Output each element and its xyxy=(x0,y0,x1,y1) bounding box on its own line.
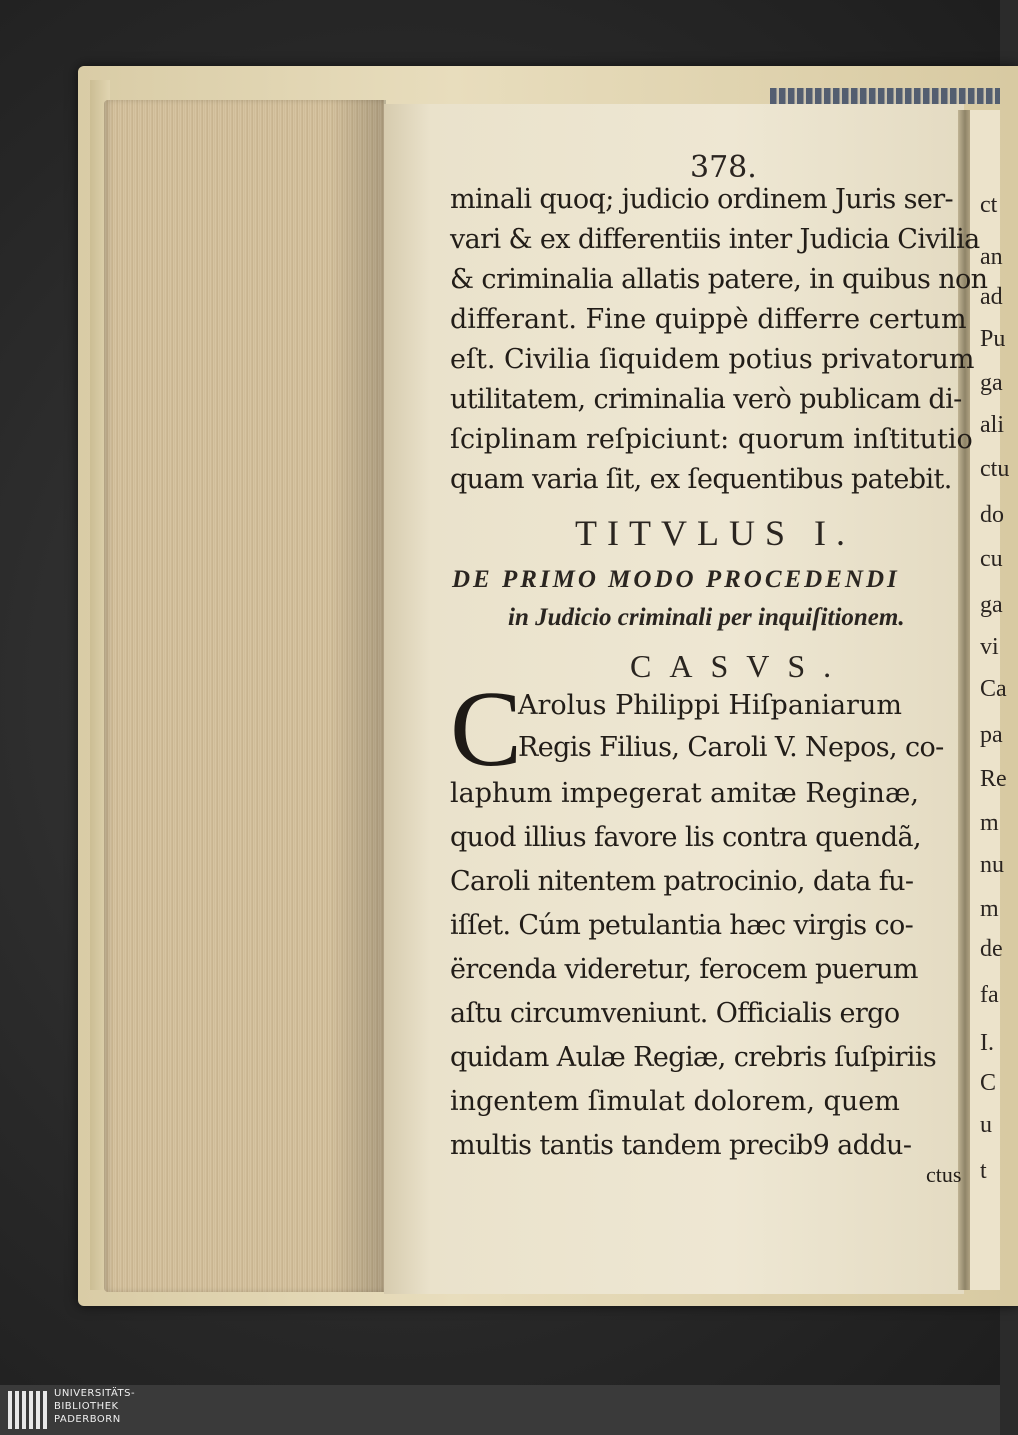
facing-page-fragment: an xyxy=(980,244,1003,270)
casus-label: CASVS. xyxy=(630,648,850,684)
facing-page-fragment: m xyxy=(980,810,999,836)
facing-page-fragment: ga xyxy=(980,592,1003,618)
text-line: Arolus Philippi Hiſpaniarum xyxy=(518,690,902,721)
text-line: multis tantis tandem precib9 addu- xyxy=(450,1130,912,1161)
text-line: iſſet. Cúm petulantia hæc virgis co- xyxy=(450,910,914,941)
library-logo-icon xyxy=(8,1391,48,1429)
facing-page-fragment: pa xyxy=(980,722,1003,748)
text-line: utilitatem, criminalia verò publicam di- xyxy=(450,384,962,415)
facing-page-fragment: do xyxy=(980,502,1004,528)
text-line: laphum impegerat amitæ Reginæ, xyxy=(450,778,919,809)
text-line: ërcenda videretur, ferocem puerum xyxy=(450,954,918,985)
facing-page-fragment: nu xyxy=(980,852,1004,878)
section-heading: DE PRIMO MODO PROCEDENDI xyxy=(452,566,900,593)
text-line: vari & ex differentiis inter Judicia Civilia xyxy=(450,224,980,255)
catchword: ctus xyxy=(926,1162,962,1187)
footer-label: BIBLIOTHEK xyxy=(54,1401,119,1412)
text-line: differant. Fine quippè differre certum xyxy=(450,304,967,335)
text-line: Regis Filius, Caroli V. Nepos, co- xyxy=(518,732,944,763)
facing-page-fragment: ad xyxy=(980,284,1003,310)
facing-page-fragment: ct xyxy=(980,192,998,218)
section-subheading: in Judicio criminali per inquiſitionem. xyxy=(508,604,905,631)
text-line: ingentem ſimulat dolorem, quem xyxy=(450,1086,900,1117)
page-number: 378. xyxy=(690,150,757,185)
facing-page-fragment: m xyxy=(980,896,999,922)
text-line: ſciplinam reſpiciunt: quorum inſtitutio xyxy=(450,424,973,455)
footer-label: UNIVERSITÄTS- xyxy=(54,1388,136,1399)
facing-page-fragment: Ca xyxy=(980,676,1007,702)
facing-page-fragment: C xyxy=(980,1070,997,1096)
text-line: eſt. Civilia ſiquidem potius privatorum xyxy=(450,344,975,375)
text-line: aſtu circumveniunt. Officialis ergo xyxy=(450,998,900,1029)
facing-page-fragment: I. xyxy=(980,1030,994,1056)
facing-page-fragment: t xyxy=(980,1158,987,1184)
text-line: quod illius favore lis contra quendã, xyxy=(450,822,921,853)
footer-bar xyxy=(0,1385,1000,1435)
facing-page-fragment: cu xyxy=(980,546,1003,572)
facing-page-fragment: ali xyxy=(980,412,1004,438)
text-line: minali quoq; judicio ordinem Juris ser- xyxy=(450,184,954,215)
text-line: quam varia ſit, ex ſequentibus patebit. xyxy=(450,464,952,495)
headband xyxy=(770,88,1000,104)
facing-page-fragment: Re xyxy=(980,766,1007,792)
text-line: quidam Aulæ Regiæ, crebris ſuſpiriis xyxy=(450,1042,937,1073)
footer-label: PADERBORN xyxy=(54,1414,121,1425)
facing-page-fragment: vi xyxy=(980,634,999,660)
section-title: TITVLUS I. xyxy=(575,513,855,553)
facing-page-fragment: fa xyxy=(980,982,999,1008)
page-edges-shadow xyxy=(330,100,386,1292)
facing-page-fragment: de xyxy=(980,936,1003,962)
text-line: & criminalia allatis patere, in quibus non xyxy=(450,264,988,295)
drop-cap: C xyxy=(450,670,523,789)
facing-page-fragment: ctu xyxy=(980,456,1010,482)
facing-page-fragment: u xyxy=(980,1112,992,1138)
facing-page-fragment: ga xyxy=(980,370,1003,396)
text-line: Caroli nitentem patrocinio, data fu- xyxy=(450,866,914,897)
facing-page-fragment: Pu xyxy=(980,326,1006,352)
